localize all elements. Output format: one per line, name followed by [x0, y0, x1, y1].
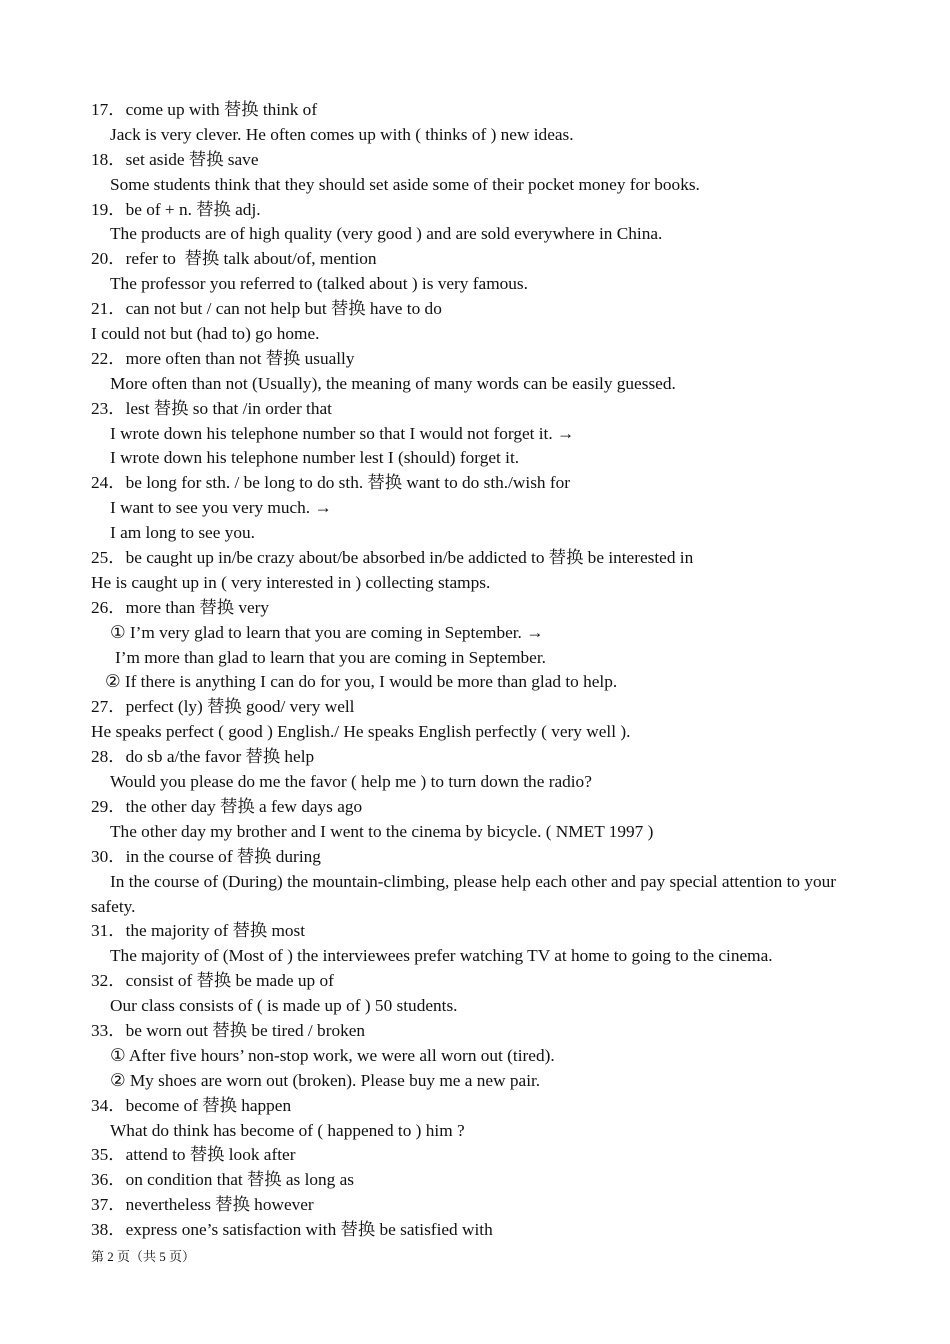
example-sentence: ① I’m very glad to learn that you are coming in September. →	[110, 622, 544, 642]
example-sentence: The professor you referred to (talked about ) is very famous.	[110, 274, 528, 294]
item-heading-27: 27．perfect (ly) 替换 good/ very well	[91, 697, 355, 717]
example-sentence: What do think has become of ( happened to ) him ?	[110, 1120, 465, 1140]
example-sentence: He is caught up in ( very interested in ) collecting stamps.	[91, 572, 491, 592]
item-heading-32: 32．consist of 替换 be made up of	[91, 971, 334, 991]
item-heading-30: 30．in the course of 替换 during	[91, 846, 321, 866]
item-heading-34: 34．become of 替换 happen	[91, 1095, 292, 1115]
example-sentence: In the course of (During) the mountain-climbing, please help each other and pay special attention to your safety.	[91, 871, 837, 916]
item-heading-36: 36．on condition that 替换 as long as	[91, 1170, 355, 1190]
example-sentence: I’m more than glad to learn that you are coming in September.	[115, 647, 546, 667]
example-sentence: I could not but (had to) go home.	[91, 324, 320, 344]
example-sentence: ② If there is anything I can do for you, I would be more than glad to help.	[105, 672, 618, 692]
example-sentence: Our class consists of ( is made up of ) 50 students.	[110, 996, 458, 1016]
item-heading-24: 24．be long for sth. / be long to do sth. 替换 want to do sth./wish for	[91, 473, 571, 493]
item-heading-23: 23．lest 替换 so that /in order that	[91, 398, 332, 418]
item-heading-19: 19．be of + n. 替换 adj.	[91, 199, 261, 219]
example-sentence: More often than not (Usually), the meaning of many words can be easily guessed.	[110, 373, 676, 393]
example-sentence: Some students think that they should set aside some of their pocket money for books.	[110, 174, 700, 194]
example-sentence: He speaks perfect ( good ) English./ He speaks English perfectly ( very well ).	[91, 722, 631, 742]
item-heading-38: 38．express one’s satisfaction with 替换 be satisfied with	[91, 1220, 493, 1240]
item-heading-25: 25．be caught up in/be crazy about/be absorbed in/be addicted to 替换 be interested in	[91, 548, 694, 568]
example-sentence: I wrote down his telephone number lest I (should) forget it.	[110, 448, 520, 468]
example-sentence: I am long to see you.	[110, 523, 255, 543]
item-heading-33: 33．be worn out 替换 be tired / broken	[91, 1020, 366, 1040]
item-heading-37: 37．nevertheless 替换 however	[91, 1195, 314, 1215]
page-footer: 第 2 页（共 5 页）	[91, 1249, 196, 1264]
example-sentence: ② My shoes are worn out (broken). Please buy me a new pair.	[110, 1070, 541, 1090]
example-sentence: The other day my brother and I went to the cinema by bicycle. ( NMET 1997 )	[110, 821, 654, 841]
item-heading-20: 20．refer to 替换 talk about/of, mention	[91, 249, 377, 269]
item-heading-18: 18．set aside 替换 save	[91, 149, 259, 169]
item-heading-26: 26．more than 替换 very	[91, 597, 270, 617]
example-sentence: Would you please do me the favor ( help me ) to turn down the radio?	[110, 772, 592, 792]
example-sentence: The majority of (Most of ) the interviewees prefer watching TV at home to going to the cinema.	[110, 946, 773, 966]
item-heading-35: 35．attend to 替换 look after	[91, 1145, 296, 1165]
example-sentence: I wrote down his telephone number so that I would not forget it. →	[110, 423, 575, 443]
item-heading-28: 28．do sb a/the favor 替换 help	[91, 747, 315, 767]
item-heading-21: 21．can not but / can not help but 替换 have to do	[91, 299, 442, 319]
example-sentence: ① After five hours’ non-stop work, we were all worn out (tired).	[110, 1045, 555, 1065]
document-body	[91, 98, 866, 1243]
item-heading-17: 17．come up with 替换 think of	[91, 100, 318, 119]
item-heading-31: 31．the majority of 替换 most	[91, 921, 306, 941]
item-heading-22: 22．more often than not 替换 usually	[91, 348, 355, 368]
example-sentence: The products are of high quality (very good ) and are sold everywhere in China.	[110, 224, 663, 244]
item-heading-29: 29．the other day 替换 a few days ago	[91, 796, 363, 816]
example-sentence: I want to see you very much. →	[110, 498, 332, 518]
example-sentence: Jack is very clever. He often comes up with ( thinks of ) new ideas.	[110, 124, 574, 144]
